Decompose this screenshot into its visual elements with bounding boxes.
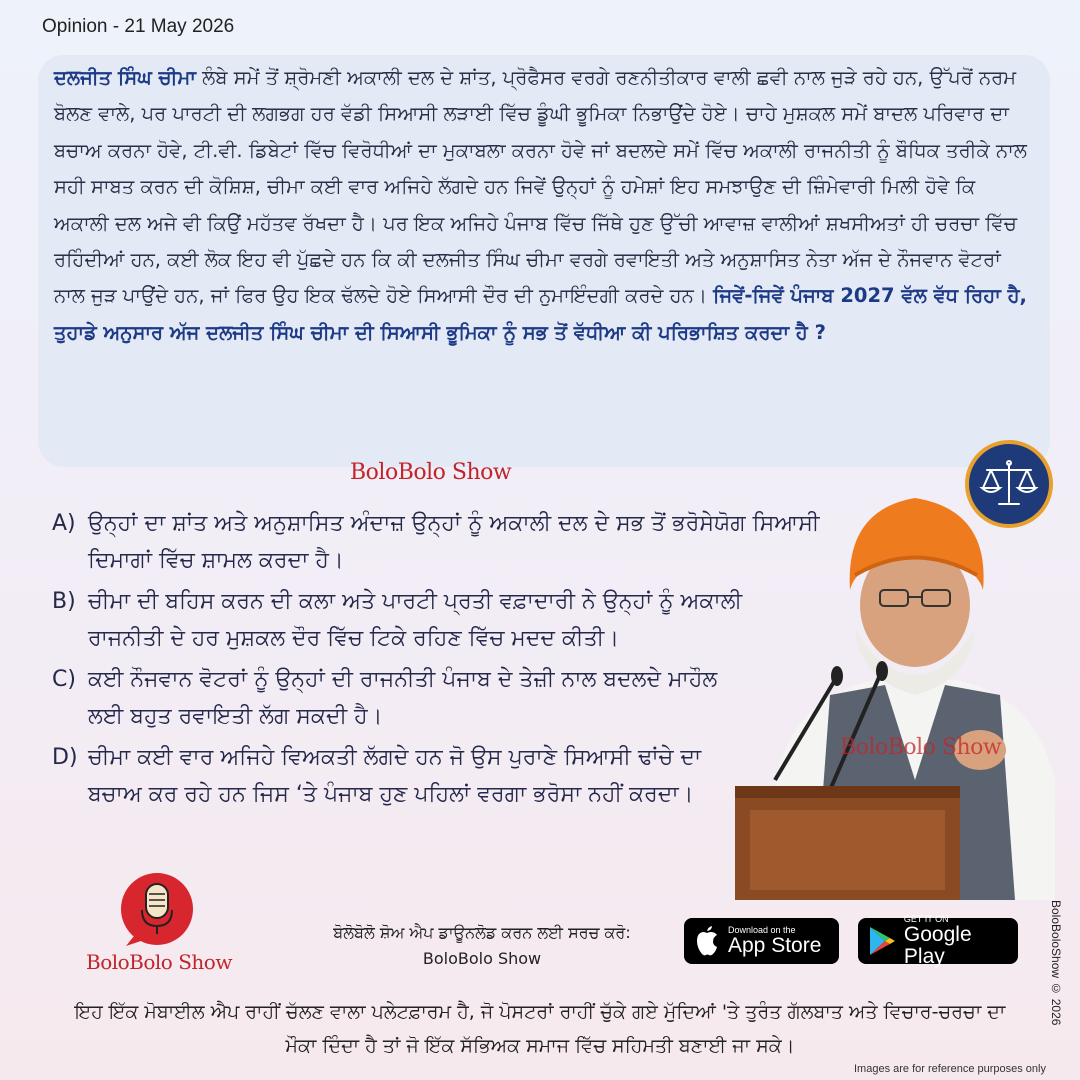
question-text: ਜਿਵੇਂ-ਜਿਵੇਂ ਪੰਜਾਬ 2027 ਵੱਲ ਵੱਧ ਰਿਹਾ ਹੈ, ਤੁਹਾਡੇ ਅਨੁਸਾਰ ਅੱਜ ਦਲਜੀਤ ਸਿੰਘ ਚੀਮਾ ਦੀ ਸਿਆਸੀ ਭੂਮਿਕਾ ਨੂੰ ਸਭ ਤੋਂ ਵੱਧੀਆ ਕੀ ਪਰਿਭਾਸ਼ਿਤ ਕਰਦਾ ਹੈ ?: [54, 284, 1027, 344]
answer-options: [52, 505, 822, 813]
option-b[interactable]: [52, 583, 822, 657]
date-label: Opinion - 21 May 2026: [42, 16, 235, 37]
google-play-button[interactable]: [858, 914, 1018, 968]
copyright-notice: BoloBoloShow © 2026: [1049, 900, 1063, 1026]
article-body: ਲੰਬੇ ਸਮੇਂ ਤੋਂ ਸ਼੍ਰੋਮਣੀ ਅਕਾਲੀ ਦਲ ਦੇ ਸ਼ਾਂਤ, ਪ੍ਰੋਫੈਸਰ ਵਰਗੇ ਰਣਨੀਤੀਕਾਰ ਵਾਲੀ ਛਵੀ ਨਾਲ ਜੁੜੇ ਰਹੇ ਹਨ, ਉੱਪਰੋਂ ਨਰਮ ਬੋਲਣ ਵਾਲੇ, ਪਰ ਪਾਰਟੀ ਦੀ ਲਗਭਗ ਹਰ ਵੱਡੀ ਸਿਆਸੀ ਲੜਾਈ ਵਿੱਚ ਡੂੰਘੀ ਭੂਮਿਕਾ ਨਿਭਾਉਂਦੇ ਹੋਏ। ਚਾਹੇ ਮੁਸ਼ਕਲ ਸਮੇਂ ਬਾਦਲ ਪਰਿਵਾਰ ਦਾ ਬਚਾਅ ਕਰਨਾ ਹੋਵੇ, ਟੀ.ਵੀ. ਡਿਬੇਟਾਂ ਵਿੱਚ ਵਿਰੋਧੀਆਂ ਦਾ ਮੁਕਾਬਲਾ ਕਰਨਾ ਹੋਵੇ ਜਾਂ ਬਦਲਦੇ ਸਮੇਂ ਵਿੱਚ ਅਕਾਲੀ ਰਾਜਨੀਤੀ ਨੂੰ ਬੌਧਿਕ ਤਰੀਕੇ ਨਾਲ ਸਹੀ ਸਾਬਤ ਕਰਨ ਦੀ ਕੋਸ਼ਿਸ਼, ਚੀਮਾ ਕਈ ਵਾਰ ਅਜਿਹੇ ਲੱਗਦੇ ਹਨ ਜਿਵੇਂ ਉਨ੍ਹਾਂ ਨੂੰ ਹਮੇਸ਼ਾਂ ਇਹ ਸਮਝਾਉਣ ਦੀ ਜ਼ਿੰਮੇਵਾਰੀ ਮਿਲੀ ਹੋਵੇ ਕਿ ਅਕਾਲੀ ਦਲ ਅਜੇ ਵੀ ਕਿਉਂ ਮਹੱਤਵ ਰੱਖਦਾ ਹੈ। ਪਰ ਇਕ ਅਜਿਹੇ ਪੰਜਾਬ ਵਿੱਚ ਜਿੱਥੇ ਹੁਣ ਉੱਚੀ ਆਵਾਜ਼ ਵਾਲੀਆਂ ਸ਼ਖਸੀਅਤਾਂ ਹੀ ਚਰਚਾ ਵਿੱਚ ਰਹਿੰਦੀਆਂ ਹਨ, ਕਈ ਲੋਕ ਇਹ ਵੀ ਪੁੱਛਦੇ ਹਨ ਕਿ ਕੀ ਦਲਜੀਤ ਸਿੰਘ ਚੀਮਾ ਵਰਗੇ ਰਵਾਇਤੀ ਅਤੇ ਅਨੁਸ਼ਾਸਿਤ ਨੇਤਾ ਅੱਜ ਦੇ ਨੌਜਵਾਨ ਵੋਟਰਾਂ ਨਾਲ ਜੁੜ ਪਾਉਂਦੇ ਹਨ, ਜਾਂ ਫਿਰ ਉਹ ਇਕ ਢੱਲਦੇ ਹੋਏ ਸਿਆਸੀ ਦੌਰ ਦੀ ਨੁਮਾਇੰਦਗੀ ਕਰਦੇ ਹਨ।: [54, 66, 1027, 308]
appstore-small-label: Download on the: [728, 925, 796, 935]
app-store-button[interactable]: [684, 918, 839, 964]
option-letter: A): [52, 511, 76, 536]
apple-icon: [694, 926, 720, 956]
reference-note: Images are for reference purposes only: [854, 1063, 1046, 1075]
download-instructions: [300, 920, 664, 972]
article-paragraph: [54, 60, 1034, 351]
google-play-icon: [868, 926, 896, 956]
googleplay-big-label: Google Play: [903, 923, 972, 968]
option-letter: B): [52, 589, 76, 614]
appstore-big-label: App Store: [728, 934, 822, 957]
option-a[interactable]: [52, 505, 822, 579]
image-watermark: BoloBolo Show: [840, 735, 1002, 760]
option-text: ਉਨ੍ਹਾਂ ਦਾ ਸ਼ਾਂਤ ਅਤੇ ਅਨੁਸ਼ਾਸਿਤ ਅੰਦਾਜ਼ ਉਨ੍ਹਾਂ ਨੂੰ ਅਕਾਲੀ ਦਲ ਦੇ ਸਭ ਤੋਂ ਭਰੋਸੇਯੋਗ ਸਿਆਸੀ ਦਿਮਾਗਾਂ ਵਿੱਚ ਸ਼ਾਮਲ ਕਰਦਾ ਹੈ।: [88, 511, 820, 573]
search-instruction: ਬੋਲੋਬੋਲੋ ਸ਼ੋਅ ਐਪ ਡਾਊਨਲੋਡ ਕਰਨ ਲਈ ਸਰਚ ਕਰੋ:: [333, 923, 631, 942]
lead-name: ਦਲਜੀਤ ਸਿੰਘ ਚੀਮਾ: [54, 66, 196, 89]
option-c[interactable]: [52, 661, 822, 735]
microphone-icon: [118, 870, 196, 948]
speaker-illustration: [735, 480, 1075, 900]
option-text: ਕਈ ਨੌਜਵਾਨ ਵੋਟਰਾਂ ਨੂੰ ਉਨ੍ਹਾਂ ਦੀ ਰਾਜਨੀਤੀ ਪੰਜਾਬ ਦੇ ਤੇਜ਼ੀ ਨਾਲ ਬਦਲਦੇ ਮਾਹੌਲ ਲਈ ਬਹੁਤ ਰਵਾਇਤੀ ਲੱਗ ਸਕਦੀ ਹੈ।: [88, 667, 718, 729]
option-letter: C): [52, 667, 76, 692]
footer-description: ਇਹ ਇੱਕ ਮੋਬਾਈਲ ਐਪ ਰਾਹੀਂ ਚੱਲਣ ਵਾਲਾ ਪਲੇਟਫ਼ਾਰਮ ਹੈ, ਜੋ ਪੋਸਟਰਾਂ ਰਾਹੀਂ ਚੁੱਕੇ ਗਏ ਮੁੱਦਿਆਂ 'ਤੇ ਤੁਰੰਤ ਗੱਲਬਾਤ ਅਤੇ ਵਿਚਾਰ-ਚਰਚਾ ਦਾ ਮੌਕਾ ਦਿੰਦਾ ਹੈ ਤਾਂ ਜੋ ਇੱਕ ਸੱਭਿਅਕ ਸਮਾਜ ਵਿੱਚ ਸਹਿਮਤੀ ਬਣਾਈ ਜਾ ਸਕੇ।: [74, 1001, 1006, 1057]
googleplay-small-label: GET IT ON: [903, 914, 949, 924]
option-text: ਚੀਮਾ ਕਈ ਵਾਰ ਅਜਿਹੇ ਵਿਅਕਤੀ ਲੱਗਦੇ ਹਨ ਜੋ ਉਸ ਪੁਰਾਣੇ ਸਿਆਸੀ ਢਾਂਚੇ ਦਾ ਬਚਾਅ ਕਰ ਰਹੇ ਹਨ ਜਿਸ ‘ਤੇ ਪੰਜਾਬ ਹੁਣ ਪਹਿਲਾਂ ਵਰਗਾ ਭਰੋਸਾ ਨਹੀਂ ਕਰਦਾ।: [88, 745, 702, 807]
option-d[interactable]: [52, 739, 822, 813]
brand-logo-text: BoloBolo Show: [86, 950, 232, 974]
option-text: ਚੀਮਾ ਦੀ ਬਹਿਸ ਕਰਨ ਦੀ ਕਲਾ ਅਤੇ ਪਾਰਟੀ ਪ੍ਰਤੀ ਵਫ਼ਾਦਾਰੀ ਨੇ ਉਨ੍ਹਾਂ ਨੂੰ ਅਕਾਲੀ ਰਾਜਨੀਤੀ ਦੇ ਹਰ ਮੁਸ਼ਕਲ ਦੌਰ ਵਿੱਚ ਟਿਕੇ ਰਹਿਣ ਵਿੱਚ ਮਦਦ ਕੀਤੀ।: [88, 589, 743, 651]
brand-watermark: BoloBolo Show: [350, 460, 512, 485]
option-letter: D): [52, 745, 78, 770]
app-name: BoloBolo Show: [422, 949, 542, 968]
